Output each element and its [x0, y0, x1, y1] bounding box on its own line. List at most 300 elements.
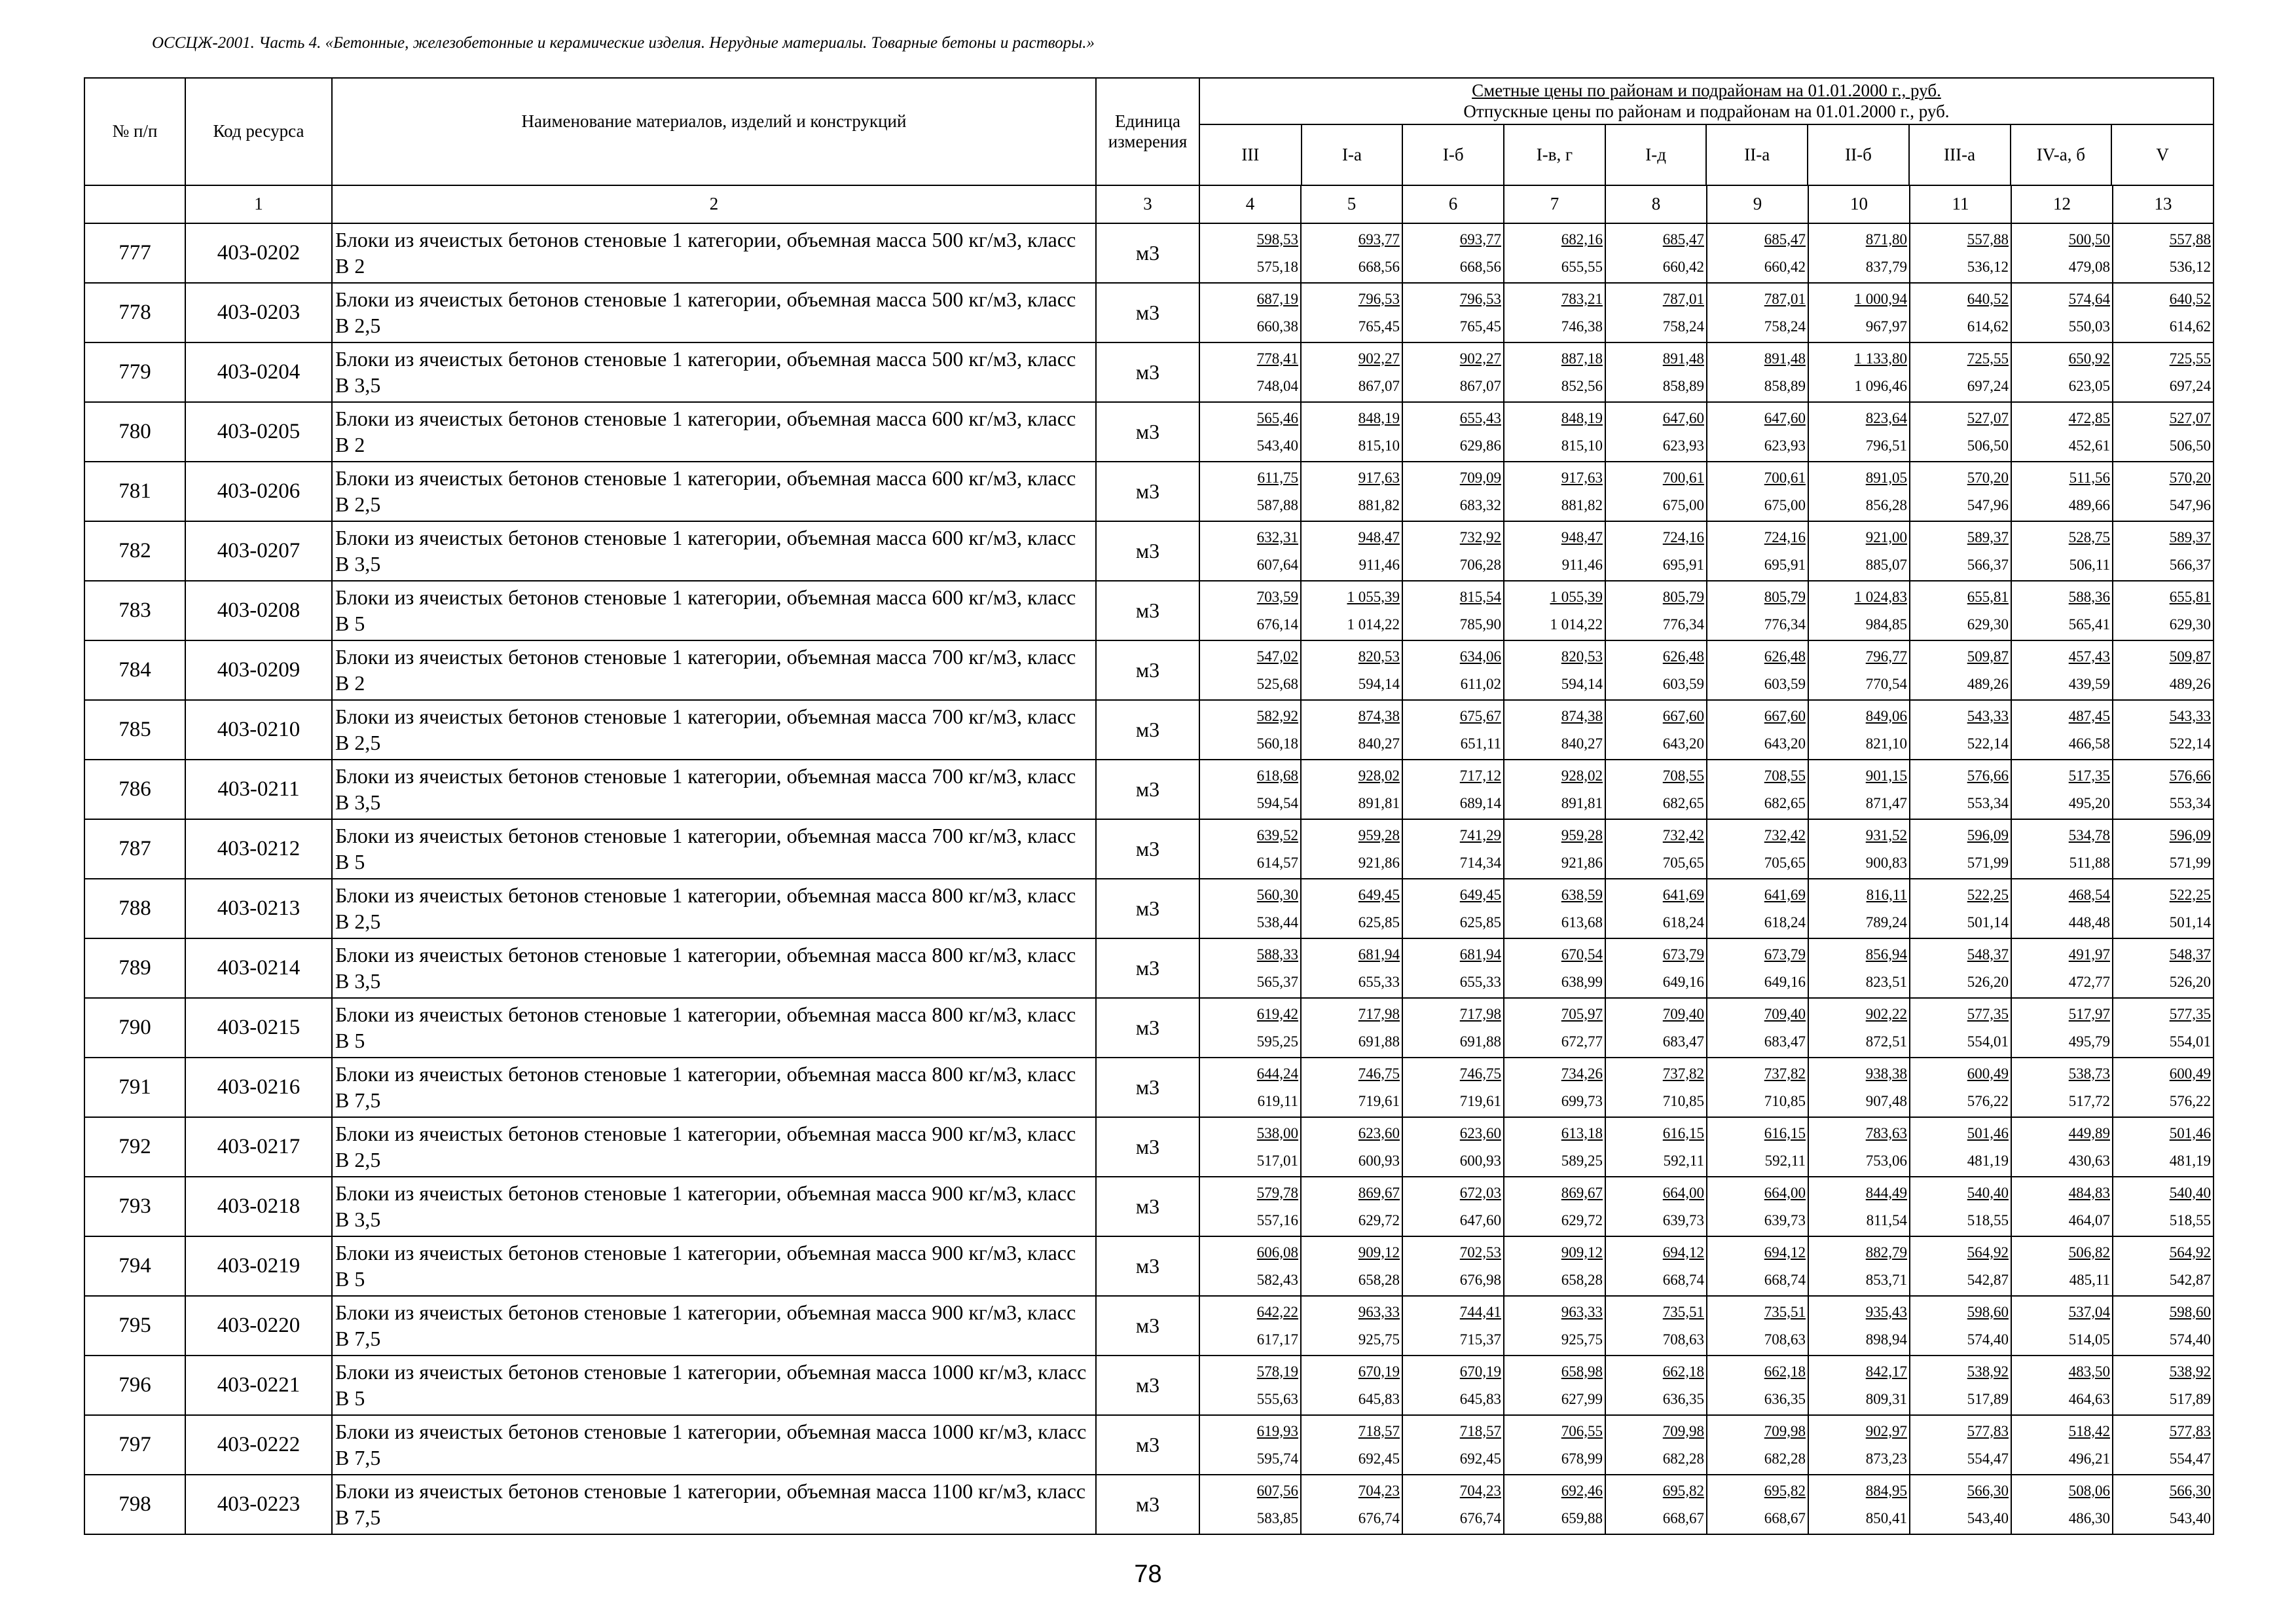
price-cell	[1301, 1117, 1402, 1177]
price-cell	[1402, 223, 1504, 283]
price-cell	[1808, 1236, 1910, 1296]
price-cell	[1504, 1296, 1605, 1356]
estimate-price: 570,20	[1967, 469, 2009, 486]
estimate-price: 706,55	[1561, 1422, 1603, 1439]
release-price: 592,11	[1764, 1152, 1806, 1169]
price-cell	[1707, 1177, 1808, 1236]
estimate-price: 805,79	[1662, 588, 1704, 605]
release-price: 629,86	[1459, 437, 1501, 454]
estimate-price: 517,97	[2068, 1005, 2110, 1022]
price-cell	[2113, 283, 2214, 342]
estimate-price: 687,19	[1256, 290, 1298, 307]
release-price: 719,61	[1358, 1092, 1400, 1109]
estimate-price: 805,79	[1764, 588, 1806, 605]
release-price: 925,75	[1561, 1331, 1603, 1348]
estimate-price: 508,06	[2068, 1482, 2110, 1499]
region-header: I-б	[1402, 125, 1504, 185]
release-price: 574,40	[1967, 1331, 2009, 1348]
resource-code: 403-0214	[185, 938, 332, 998]
estimate-price: 560,30	[1256, 886, 1298, 903]
estimate-price: 732,92	[1459, 528, 1501, 545]
release-price: 594,54	[1256, 794, 1298, 811]
release-price: 589,25	[1561, 1152, 1603, 1169]
resource-code: 403-0210	[185, 700, 332, 760]
release-price: 553,34	[2169, 794, 2211, 811]
estimate-price: 574,64	[2068, 290, 2110, 307]
estimate-price: 596,09	[2169, 826, 2211, 843]
estimate-price: 538,00	[1256, 1124, 1298, 1141]
price-cell	[1605, 342, 1707, 402]
estimate-price: 632,31	[1256, 528, 1298, 545]
price-cell	[1301, 879, 1402, 938]
release-price: 871,47	[1865, 794, 1907, 811]
price-cell	[1301, 402, 1402, 462]
release-price: 517,01	[1256, 1152, 1298, 1169]
estimate-price: 902,27	[1358, 350, 1400, 367]
estimate-price: 566,30	[1967, 1482, 2009, 1499]
estimate-price: 1 055,39	[1347, 588, 1400, 605]
release-price: 496,21	[2068, 1450, 2110, 1467]
column-number: 5	[1301, 185, 1402, 223]
release-price: 692,45	[1358, 1450, 1400, 1467]
resource-code: 403-0208	[185, 581, 332, 640]
estimate-price: 670,19	[1358, 1363, 1400, 1380]
release-price: 706,28	[1459, 556, 1501, 573]
price-cell	[1808, 938, 1910, 998]
estimate-price: 959,28	[1358, 826, 1400, 843]
unit-of-measure: м3	[1096, 223, 1199, 283]
unit-of-measure: м3	[1096, 938, 1199, 998]
column-number-blank	[84, 185, 185, 223]
release-price: 547,96	[2169, 496, 2211, 513]
estimate-price: 746,75	[1459, 1065, 1501, 1082]
resource-code: 403-0216	[185, 1058, 332, 1117]
resource-code: 403-0217	[185, 1117, 332, 1177]
estimate-price: 484,83	[2068, 1184, 2110, 1201]
table-row	[84, 938, 2214, 998]
release-price: 600,93	[1459, 1152, 1501, 1169]
price-cell	[2113, 1356, 2214, 1415]
release-price: 840,27	[1561, 735, 1603, 752]
estimate-price: 796,53	[1459, 290, 1501, 307]
release-price: 821,10	[1865, 735, 1907, 752]
estimate-price: 640,52	[2169, 290, 2211, 307]
price-cell	[1199, 1058, 1301, 1117]
price-cell	[1504, 1177, 1605, 1236]
column-number: 13	[2113, 185, 2214, 223]
estimate-price: 902,22	[1865, 1005, 1907, 1022]
release-price: 715,37	[1459, 1331, 1501, 1348]
estimate-price: 577,83	[2169, 1422, 2211, 1439]
price-cell	[1301, 1177, 1402, 1236]
release-price: 655,33	[1358, 973, 1400, 990]
price-cell	[1707, 760, 1808, 819]
estimate-price: 735,51	[1662, 1303, 1704, 1320]
estimate-price: 517,35	[2068, 767, 2110, 784]
price-cell	[2113, 998, 2214, 1058]
release-price: 900,83	[1865, 854, 1907, 871]
release-price: 550,03	[2068, 318, 2110, 335]
column-number: 6	[1402, 185, 1504, 223]
price-cell	[1402, 342, 1504, 402]
column-number: 3	[1096, 185, 1199, 223]
price-cell	[1808, 1058, 1910, 1117]
row-number: 779	[84, 342, 185, 402]
estimate-price: 509,87	[1967, 648, 2009, 665]
release-price: 566,37	[2169, 556, 2211, 573]
release-price: 536,12	[1967, 258, 2009, 275]
estimate-price: 570,20	[2169, 469, 2211, 486]
price-cell	[1808, 760, 1910, 819]
release-price: 682,28	[1662, 1450, 1704, 1467]
price-cell	[1707, 1058, 1808, 1117]
estimate-price: 537,04	[2068, 1303, 2110, 1320]
estimate-price: 647,60	[1662, 409, 1704, 426]
release-price: 881,82	[1358, 496, 1400, 513]
price-cell	[2011, 1296, 2113, 1356]
table-row	[84, 462, 2214, 521]
release-price: 464,63	[2068, 1390, 2110, 1407]
release-price: 506,50	[2169, 437, 2211, 454]
row-number: 786	[84, 760, 185, 819]
release-price: 668,67	[1662, 1509, 1704, 1526]
price-cell	[1301, 283, 1402, 342]
region-header: V	[2111, 125, 2213, 185]
price-cell	[2011, 462, 2113, 521]
release-price: 625,85	[1358, 913, 1400, 931]
estimate-price: 796,77	[1865, 648, 1907, 665]
price-cell	[1605, 640, 1707, 700]
price-cell	[1910, 462, 2011, 521]
material-name: Блоки из ячеистых бетонов стеновые 1 категории, объемная масса 600 кг/м3, класс В 2	[332, 402, 1096, 462]
release-price: 858,89	[1764, 377, 1806, 394]
price-cell	[1605, 283, 1707, 342]
estimate-price: 849,06	[1865, 707, 1907, 724]
price-cell	[2011, 402, 2113, 462]
release-price: 672,77	[1561, 1033, 1603, 1050]
price-cell	[2113, 1117, 2214, 1177]
price-cell	[1910, 1117, 2011, 1177]
release-price: 594,14	[1561, 675, 1603, 692]
release-price: 565,37	[1256, 973, 1298, 990]
estimate-price: 543,33	[2169, 707, 2211, 724]
price-cell	[1910, 938, 2011, 998]
price-cell	[1605, 938, 1707, 998]
unit-of-measure: м3	[1096, 283, 1199, 342]
release-price: 647,60	[1459, 1211, 1501, 1228]
estimate-price: 647,60	[1764, 409, 1806, 426]
material-name: Блоки из ячеистых бетонов стеновые 1 категории, объемная масса 700 кг/м3, класс В 3,5	[332, 760, 1096, 819]
estimate-price: 618,68	[1256, 767, 1298, 784]
estimate-price: 538,92	[2169, 1363, 2211, 1380]
price-cell	[2011, 879, 2113, 938]
price-cell	[1504, 938, 1605, 998]
price-cell	[2011, 1475, 2113, 1534]
release-price: 618,24	[1662, 913, 1704, 931]
estimate-price: 842,17	[1865, 1363, 1907, 1380]
release-price: 765,45	[1459, 318, 1501, 335]
price-cell	[1605, 402, 1707, 462]
table-row	[84, 402, 2214, 462]
release-price: 796,51	[1865, 437, 1907, 454]
estimate-price: 638,59	[1561, 886, 1603, 903]
estimate-price: 744,41	[1459, 1303, 1501, 1320]
release-price: 675,00	[1662, 496, 1704, 513]
release-price: 495,79	[2068, 1033, 2110, 1050]
estimate-price: 1 024,83	[1854, 588, 1907, 605]
resource-code: 403-0209	[185, 640, 332, 700]
price-cell	[1504, 760, 1605, 819]
price-cell	[1808, 283, 1910, 342]
column-number: 11	[1910, 185, 2011, 223]
price-cell	[1504, 1117, 1605, 1177]
release-price: 697,24	[1967, 377, 2009, 394]
region-header: III-а	[1909, 125, 2011, 185]
release-price: 911,46	[1561, 556, 1603, 573]
estimate-price: 708,55	[1662, 767, 1704, 784]
release-price: 776,34	[1662, 616, 1704, 633]
price-cell	[1605, 1177, 1707, 1236]
release-price: 714,34	[1459, 854, 1501, 871]
estimate-price: 527,07	[2169, 409, 2211, 426]
release-price: 501,14	[1967, 913, 2009, 931]
estimate-price: 704,23	[1358, 1482, 1400, 1499]
price-cell	[1910, 1058, 2011, 1117]
estimate-price: 695,82	[1764, 1482, 1806, 1499]
price-cell	[1504, 819, 1605, 879]
price-cell	[1808, 462, 1910, 521]
estimate-price: 917,63	[1561, 469, 1603, 486]
price-cell	[1707, 1296, 1808, 1356]
price-cell	[1910, 1236, 2011, 1296]
release-price: 911,46	[1358, 556, 1400, 573]
unit-of-measure: м3	[1096, 1236, 1199, 1296]
release-price: 547,96	[1967, 496, 2009, 513]
price-cell	[1707, 938, 1808, 998]
row-number: 783	[84, 581, 185, 640]
release-price: 582,43	[1256, 1271, 1298, 1288]
material-name: Блоки из ячеистых бетонов стеновые 1 категории, объемная масса 900 кг/м3, класс В 5	[332, 1236, 1096, 1296]
release-price: 600,93	[1358, 1152, 1400, 1169]
price-cell	[1199, 1296, 1301, 1356]
release-price: 603,59	[1662, 675, 1704, 692]
estimate-price: 528,75	[2068, 528, 2110, 545]
release-price: 710,85	[1764, 1092, 1806, 1109]
price-cell	[1910, 223, 2011, 283]
estimate-price: 718,57	[1358, 1422, 1400, 1439]
estimate-price: 607,56	[1256, 1482, 1298, 1499]
release-price: 850,41	[1865, 1509, 1907, 1526]
price-cell	[1504, 223, 1605, 283]
price-cell	[1199, 760, 1301, 819]
estimate-price: 670,19	[1459, 1363, 1501, 1380]
header-name: Наименование материалов, изделий и конструкций	[332, 78, 1096, 185]
estimate-price: 641,69	[1764, 886, 1806, 903]
release-price: 623,93	[1662, 437, 1704, 454]
price-cell	[1808, 879, 1910, 938]
estimate-price: 491,97	[2068, 946, 2110, 963]
price-cell	[1808, 1475, 1910, 1534]
estimate-price: 664,00	[1764, 1184, 1806, 1201]
release-price: 815,10	[1561, 437, 1603, 454]
price-cell	[1199, 581, 1301, 640]
price-cell	[2011, 760, 2113, 819]
price-cell	[2011, 1117, 2113, 1177]
estimate-price: 483,50	[2068, 1363, 2110, 1380]
estimate-price: 642,22	[1256, 1303, 1298, 1320]
release-price: 625,85	[1459, 913, 1501, 931]
estimate-price: 931,52	[1865, 826, 1907, 843]
estimate-price: 848,19	[1358, 409, 1400, 426]
release-price: 472,77	[2068, 973, 2110, 990]
price-cell	[1402, 998, 1504, 1058]
estimate-price: 694,12	[1662, 1244, 1704, 1261]
region-header: II-б	[1808, 125, 1909, 185]
estimate-price: 928,02	[1561, 767, 1603, 784]
release-price: 595,25	[1256, 1033, 1298, 1050]
estimate-price: 820,53	[1561, 648, 1603, 665]
unit-of-measure: м3	[1096, 760, 1199, 819]
price-cell	[1910, 640, 2011, 700]
estimate-price: 577,35	[1967, 1005, 2009, 1022]
resource-code: 403-0215	[185, 998, 332, 1058]
estimate-price: 644,24	[1256, 1065, 1298, 1082]
table-row	[84, 1117, 2214, 1177]
release-price: 623,93	[1764, 437, 1806, 454]
release-price: 676,74	[1358, 1509, 1400, 1526]
release-price: 522,14	[2169, 735, 2211, 752]
estimate-price: 534,78	[2068, 826, 2110, 843]
price-cell	[2113, 342, 2214, 402]
release-price: 526,20	[1967, 973, 2009, 990]
release-price: 967,97	[1865, 318, 1907, 335]
region-header-row	[1200, 125, 2213, 185]
estimate-price: 694,12	[1764, 1244, 1806, 1261]
price-cell	[1910, 819, 2011, 879]
price-cell	[1808, 223, 1910, 283]
region-header: II-а	[1706, 125, 1808, 185]
estimate-price: 577,35	[2169, 1005, 2211, 1022]
release-price: 649,16	[1764, 973, 1806, 990]
estimate-price: 734,26	[1561, 1065, 1603, 1082]
release-price: 758,24	[1764, 318, 1806, 335]
release-price: 748,04	[1256, 377, 1298, 394]
price-cell	[1605, 879, 1707, 938]
release-price: 514,05	[2068, 1331, 2110, 1348]
price-cell	[1910, 521, 2011, 581]
release-price: 560,18	[1256, 735, 1298, 752]
estimate-price: 649,45	[1358, 886, 1400, 903]
row-number: 781	[84, 462, 185, 521]
release-price: 655,55	[1561, 258, 1603, 275]
price-cell	[1808, 342, 1910, 402]
release-price: 668,74	[1662, 1271, 1704, 1288]
release-price: 708,63	[1764, 1331, 1806, 1348]
price-cell	[1199, 1475, 1301, 1534]
row-number: 790	[84, 998, 185, 1058]
release-price: 710,85	[1662, 1092, 1704, 1109]
release-price: 758,24	[1662, 318, 1704, 335]
price-cell	[1808, 1177, 1910, 1236]
estimate-price: 693,77	[1459, 231, 1501, 248]
table-row	[84, 879, 2214, 938]
estimate-price: 650,92	[2068, 350, 2110, 367]
resource-code: 403-0222	[185, 1415, 332, 1475]
estimate-price: 709,40	[1662, 1005, 1704, 1022]
unit-of-measure: м3	[1096, 1475, 1199, 1534]
estimate-price: 487,45	[2068, 707, 2110, 724]
price-cell	[2011, 1236, 2113, 1296]
price-cell	[2113, 581, 2214, 640]
row-number: 794	[84, 1236, 185, 1296]
estimate-price: 787,01	[1764, 290, 1806, 307]
estimate-price: 540,40	[1967, 1184, 2009, 1201]
estimate-price: 704,23	[1459, 1482, 1501, 1499]
price-cell	[1301, 640, 1402, 700]
price-cell	[1301, 581, 1402, 640]
estimate-price: 649,45	[1459, 886, 1501, 903]
material-name: Блоки из ячеистых бетонов стеновые 1 категории, объемная масса 800 кг/м3, класс В 7,5	[332, 1058, 1096, 1117]
release-price: 538,44	[1256, 913, 1298, 931]
release-price: 518,55	[2169, 1211, 2211, 1228]
release-price: 629,72	[1358, 1211, 1400, 1228]
estimate-price: 783,21	[1561, 290, 1603, 307]
resource-code: 403-0221	[185, 1356, 332, 1415]
estimate-price: 616,15	[1662, 1124, 1704, 1141]
price-cell	[1808, 402, 1910, 462]
estimate-price: 616,15	[1764, 1124, 1806, 1141]
price-cell	[2113, 1236, 2214, 1296]
price-cell	[1402, 1236, 1504, 1296]
price-cell	[1504, 402, 1605, 462]
region-header: IV-а, б	[2011, 125, 2112, 185]
header-no: № п/п	[84, 78, 185, 185]
price-cell	[1301, 938, 1402, 998]
release-price: 603,59	[1764, 675, 1806, 692]
price-cell	[1605, 819, 1707, 879]
row-number: 780	[84, 402, 185, 462]
release-price: 614,57	[1256, 854, 1298, 871]
column-number: 2	[332, 185, 1096, 223]
estimate-price: 746,75	[1358, 1065, 1400, 1082]
table-row	[84, 223, 2214, 283]
row-number: 787	[84, 819, 185, 879]
price-cell	[1504, 998, 1605, 1058]
row-number: 793	[84, 1177, 185, 1236]
release-price: 555,63	[1256, 1390, 1298, 1407]
release-price: 501,14	[2169, 913, 2211, 931]
release-price: 668,56	[1358, 258, 1400, 275]
price-cell	[1605, 1296, 1707, 1356]
price-cell	[1910, 342, 2011, 402]
row-number: 788	[84, 879, 185, 938]
estimate-price: 869,67	[1358, 1184, 1400, 1201]
estimate-price: 693,77	[1358, 231, 1400, 248]
column-number: 9	[1707, 185, 1808, 223]
release-price: 517,89	[2169, 1390, 2211, 1407]
price-cell	[1199, 700, 1301, 760]
release-price: 536,12	[2169, 258, 2211, 275]
estimate-price: 667,60	[1662, 707, 1704, 724]
release-price: 692,45	[1459, 1450, 1501, 1467]
price-cell	[1910, 700, 2011, 760]
release-price: 565,41	[2068, 616, 2110, 633]
price-cell	[1199, 521, 1301, 581]
release-price: 770,54	[1865, 675, 1907, 692]
price-cell	[1504, 521, 1605, 581]
release-price: 697,24	[2169, 377, 2211, 394]
estimate-price: 935,43	[1865, 1303, 1907, 1320]
